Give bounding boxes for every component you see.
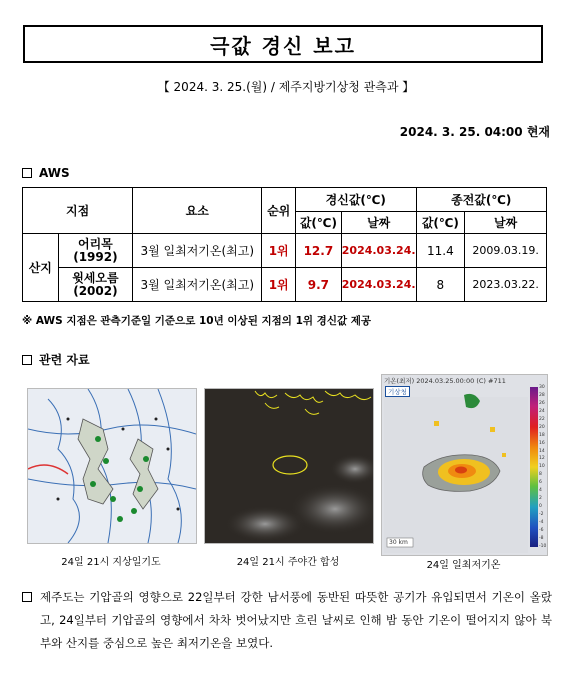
header-station: 지점 xyxy=(23,188,133,234)
color-legend-bar xyxy=(530,387,538,547)
kma-tag: 기상청 xyxy=(385,386,410,397)
aws-record-table xyxy=(22,187,547,302)
report-subtitle: 【 2024. 3. 25.(월) / 제주지방기상청 관측과 】 xyxy=(157,80,415,94)
header-rank: 순위 xyxy=(262,188,296,234)
checkbox-square-icon xyxy=(22,168,32,178)
new-date-cell: 2024.03.24. xyxy=(341,234,416,268)
satellite-composite-image xyxy=(204,388,374,544)
legend-tick: 14 xyxy=(539,448,545,454)
table-row xyxy=(23,234,547,268)
report-title: 극값 경신 보고 xyxy=(23,25,543,63)
map-header-text: 기온(최저) 2024.03.25.00:00 (C) #711 xyxy=(384,377,506,385)
satellite-graphic xyxy=(205,389,373,543)
legend-tick: 4 xyxy=(539,488,542,494)
related-heading-text: 관련 자료 xyxy=(39,353,90,367)
header-new-val: 값(℃) xyxy=(296,212,342,234)
old-value-cell: 8 xyxy=(416,268,465,302)
old-value-cell: 11.4 xyxy=(416,234,465,268)
report-datetime: 2024. 3. 25. 04:00 현재 xyxy=(399,125,550,139)
summary-paragraph: 제주도는 기압골의 영향으로 22일부터 강한 남서풍에 동반된 따뜻한 공기가 유입되면서 기온이 올랐고, 24일부터 기압골의 영향에서 차차 벗어났지만 흐린 날씨로 인해 밤 동안 기온이 떨어지지 않아 북부와 산지를 중심으로 높은 최저기온을 보였다. xyxy=(40,590,552,650)
table-row xyxy=(23,268,547,302)
aws-section-heading xyxy=(22,166,70,180)
satellite-caption: 24일 21시 주야간 합성 xyxy=(236,557,340,568)
rank-cell: 1위 xyxy=(262,234,296,268)
legend-tick: 24 xyxy=(539,408,545,414)
surface-weather-chart-image xyxy=(27,388,197,544)
station-cell xyxy=(58,268,133,302)
min-temp-map-image xyxy=(381,374,548,556)
header-element: 요소 xyxy=(133,188,262,234)
header-old-date: 날짜 xyxy=(465,212,547,234)
checkbox-square-icon xyxy=(22,592,32,602)
legend-tick: -2 xyxy=(539,512,544,517)
header-old-value: 종전값(℃) xyxy=(416,188,546,212)
station-name: 윗세오름 xyxy=(72,270,119,285)
new-value-cell: 9.7 xyxy=(296,268,342,302)
aws-note: ※ AWS 지점은 관측기준일 기준으로 10년 이상된 지점의 1위 경신값 제공 xyxy=(22,315,372,327)
legend-tick: -4 xyxy=(539,519,544,525)
header-new-value: 경신값(℃) xyxy=(296,188,417,212)
element-cell: 3월 일최저기온(최고) xyxy=(133,268,262,302)
temp-map-graphic xyxy=(382,375,530,555)
old-date-cell: 2009.03.19. xyxy=(465,234,547,268)
legend-tick: 22 xyxy=(539,416,545,422)
station-cell xyxy=(58,234,133,268)
legend-tick: 0 xyxy=(539,504,542,510)
new-value-cell: 12.7 xyxy=(296,234,342,268)
legend-tick: 30 xyxy=(539,385,545,390)
surface-chart-caption: 24일 21시 지상일기도 xyxy=(61,557,161,568)
aws-heading-text: AWS xyxy=(39,166,70,180)
new-date-cell: 2024.03.24. xyxy=(341,268,416,302)
legend-tick: 8 xyxy=(539,472,542,478)
min-temp-caption: 24일 일최저기온 xyxy=(426,560,501,571)
group-label: 산지 xyxy=(23,234,59,302)
legend-tick: -8 xyxy=(539,535,544,541)
rank-cell: 1위 xyxy=(262,268,296,302)
legend-tick: 6 xyxy=(539,480,542,486)
related-section-heading xyxy=(22,351,90,368)
scale-text: 30 km xyxy=(389,539,408,546)
legend-tick: 2 xyxy=(539,496,542,502)
header-old-val: 값(℃) xyxy=(416,212,465,234)
summary-paragraph-block xyxy=(22,586,552,655)
legend-tick: 16 xyxy=(539,440,545,446)
legend-tick-labels xyxy=(539,385,547,549)
checkbox-square-icon xyxy=(22,355,32,365)
station-year: (1992) xyxy=(73,249,118,264)
legend-tick: 28 xyxy=(539,392,545,398)
legend-tick: 18 xyxy=(539,432,545,438)
legend-tick: 20 xyxy=(539,424,545,430)
legend-tick: 12 xyxy=(539,456,545,462)
header-new-date: 날짜 xyxy=(341,212,416,234)
legend-tick: -10 xyxy=(539,543,547,549)
legend-tick: 26 xyxy=(539,400,545,406)
surface-map-graphic xyxy=(28,389,196,543)
legend-tick: 10 xyxy=(539,464,545,470)
old-date-cell: 2023.03.22. xyxy=(465,268,547,302)
station-year: (2002) xyxy=(73,283,118,298)
legend-tick: -6 xyxy=(539,527,544,533)
element-cell: 3월 일최저기온(최고) xyxy=(133,234,262,268)
station-name: 어리목 xyxy=(78,236,113,251)
